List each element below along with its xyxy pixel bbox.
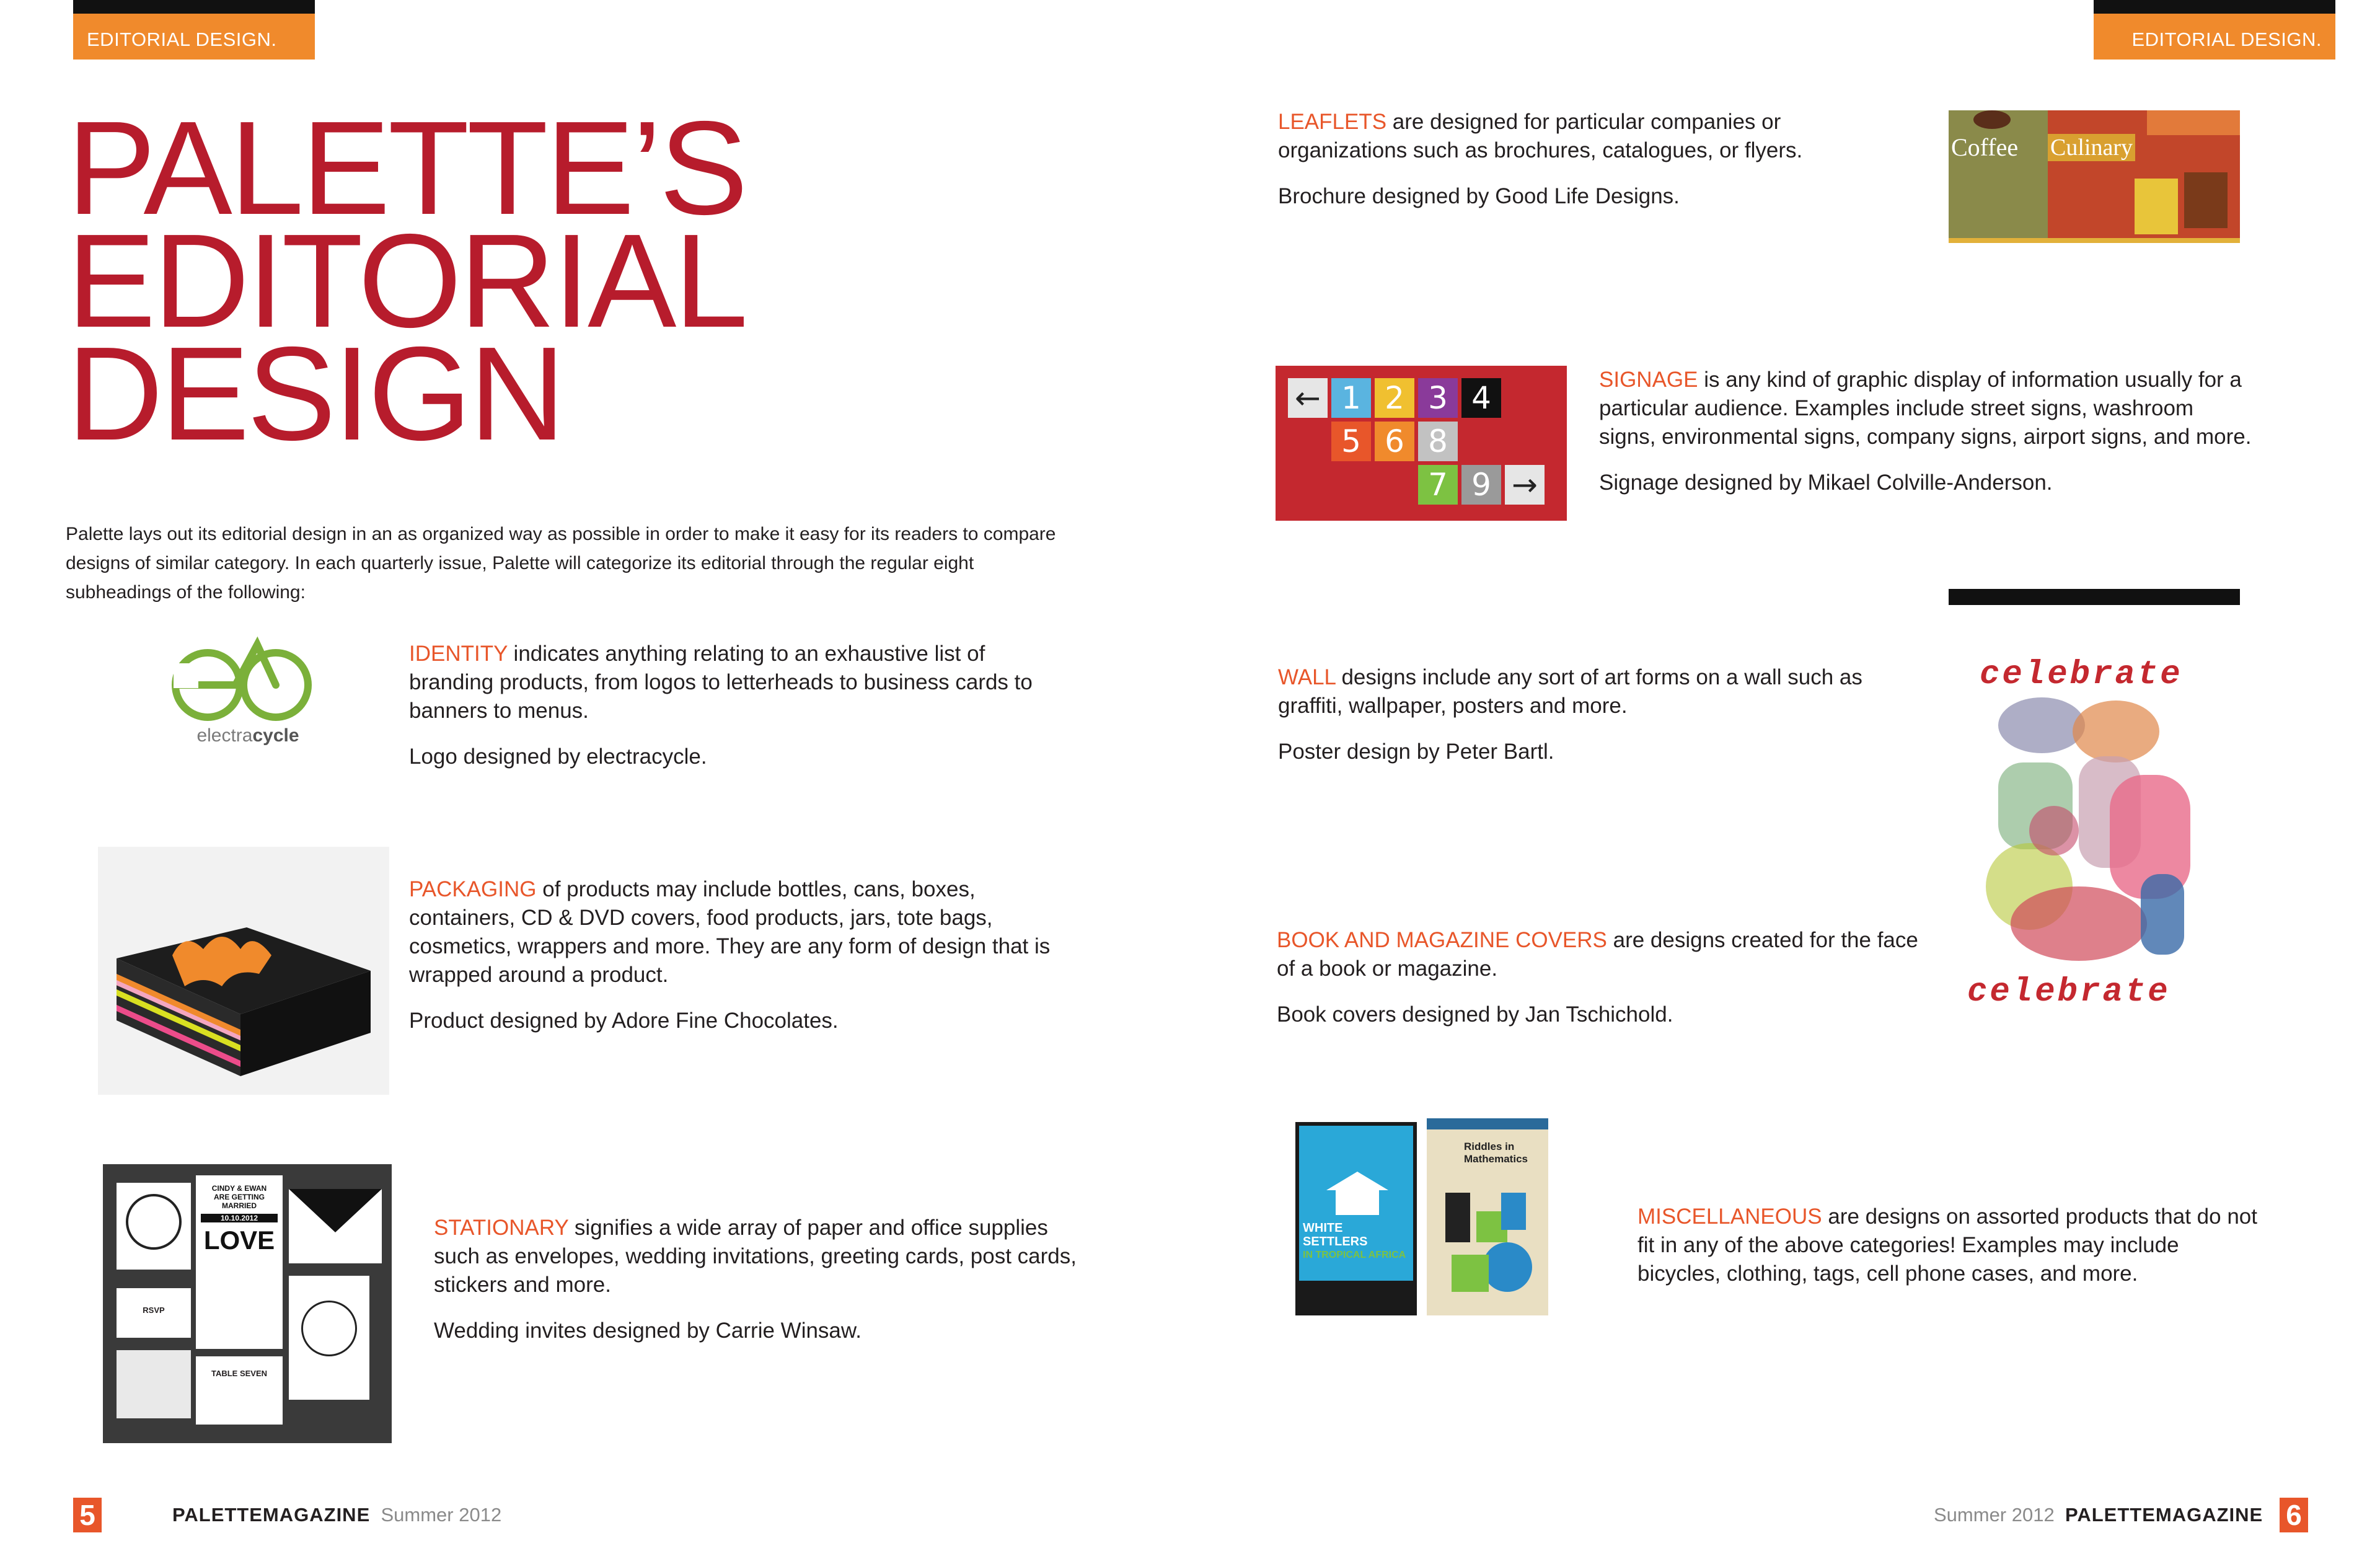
- card-love: LOVE: [203, 1226, 275, 1255]
- title-line-3: DESIGN: [67, 319, 563, 468]
- wall-text: [1278, 663, 1898, 720]
- wall-description: designs include any sort of art forms on a wall such as graffiti, wallpaper, posters and more.: [1278, 665, 1862, 718]
- brochure-right-title: Culinary: [2048, 134, 2135, 161]
- signage-tile: 8: [1418, 422, 1458, 461]
- signage-image: [1276, 366, 1567, 521]
- header-tab-right: [2094, 0, 2335, 60]
- signage-tile: 5: [1331, 422, 1371, 461]
- book-block: [1277, 926, 1934, 1029]
- book-text: [1277, 926, 1934, 983]
- packaging-block: [409, 875, 1066, 1035]
- tab-black-bar: [73, 0, 315, 14]
- footer-magazine-right: PALETTEMAGAZINE: [2065, 1504, 2263, 1526]
- misc-block: [1637, 1203, 2257, 1288]
- identity-keyword: IDENTITY: [409, 642, 508, 666]
- card-line: ARE GETTING MARRIED: [213, 1193, 265, 1210]
- signage-tile: 1: [1331, 378, 1371, 418]
- footer-left: [172, 1504, 501, 1526]
- identity-description: indicates anything relating to an exhaustive list of branding products, from logos to letterheads to business cards to banners to menus.: [409, 642, 1033, 723]
- signage-block: [1599, 366, 2256, 497]
- electracycle-logo: [149, 626, 335, 762]
- footer-magazine-left: PALETTEMAGAZINE: [172, 1504, 371, 1526]
- page-number-left: 5: [73, 1498, 102, 1532]
- footer-season-right: Summer 2012: [1934, 1504, 2055, 1526]
- poster-word-top: celebrate: [1980, 656, 2183, 694]
- signage-tile: 4: [1461, 378, 1501, 418]
- footer-season-left: Summer 2012: [381, 1504, 502, 1526]
- leaflets-description: are designed for particular companies or organizations such as brochures, catalogues, or flyers.: [1278, 110, 1803, 162]
- page-number-right: 6: [2280, 1498, 2308, 1532]
- signage-tile: 3: [1418, 378, 1458, 418]
- stationary-image: [103, 1164, 392, 1443]
- tab-black-bar: [2094, 0, 2335, 14]
- poster-word-bottom: celebrate: [1967, 973, 2171, 1011]
- card-table: TABLE SEVEN: [196, 1356, 283, 1425]
- book-covers-image: [1289, 1116, 1556, 1320]
- header-tab-left: [73, 0, 315, 60]
- packaging-credit: Product designed by Adore Fine Chocolates.: [409, 1009, 839, 1033]
- signage-tile: 9: [1461, 465, 1501, 505]
- misc-text: [1637, 1203, 2257, 1288]
- page-title: [67, 93, 749, 468]
- card-date: 10.10.2012: [201, 1214, 278, 1222]
- identity-credit: Logo designed by electracycle.: [409, 745, 707, 769]
- header-tab-left-label: EDITORIAL DESIGN.: [87, 29, 277, 50]
- title-line-1: PALETTE’S: [67, 93, 746, 242]
- packaging-text: [409, 875, 1066, 989]
- logo-text-light: electra: [196, 725, 253, 746]
- logo-text-bold: cycle: [252, 725, 299, 746]
- footer-right: [1934, 1504, 2263, 1526]
- identity-block: [409, 640, 1066, 771]
- packaging-description: of products may include bottles, cans, boxes, containers, CD & DVD covers, food products, jars, tote bags, cosmetics, wrappers and more. They are any form of design that is wrapped around a product.: [409, 877, 1051, 987]
- signage-text: [1599, 366, 2256, 451]
- stationary-credit: Wedding invites designed by Carrie Winsaw.: [434, 1319, 862, 1343]
- header-tab-right-label: EDITORIAL DESIGN.: [2131, 29, 2322, 50]
- leaflets-keyword: LEAFLETS: [1278, 110, 1387, 134]
- signage-credit: Signage designed by Mikael Colville-Anderson.: [1599, 471, 2053, 495]
- book-description: are designs created for the face of a book or magazine.: [1277, 928, 1918, 981]
- brochure-image: [1949, 110, 2240, 243]
- leaflets-credit: Brochure designed by Good Life Designs.: [1278, 184, 1680, 208]
- book1-subtitle: IN TROPICAL AFRICA: [1303, 1250, 1406, 1260]
- stationary-block: [434, 1214, 1091, 1345]
- title-line-2: EDITORIAL: [67, 206, 746, 355]
- misc-keyword: MISCELLANEOUS: [1637, 1204, 1822, 1229]
- leaflets-text: [1278, 108, 1898, 165]
- signage-tile: ←: [1288, 378, 1328, 418]
- card-names: CINDY & EWAN: [211, 1184, 267, 1193]
- poster-image: [1949, 589, 2240, 1023]
- identity-text: [409, 640, 1066, 725]
- card-rsvp: RSVP: [117, 1288, 191, 1338]
- electracycle-logo-icon: [149, 626, 335, 731]
- misc-description: are designs on assorted products that do not fit in any of the above categories! Examples may include bicycles, clothing, tags, cell phone cases, and more.: [1637, 1204, 2257, 1286]
- wall-credit: Poster design by Peter Bartl.: [1278, 740, 1554, 764]
- signage-keyword: SIGNAGE: [1599, 368, 1698, 392]
- signage-tile: →: [1505, 465, 1545, 505]
- book1-title: WHITE SETTLERS: [1303, 1221, 1368, 1248]
- signage-tile: 6: [1375, 422, 1414, 461]
- signage-tile: 2: [1375, 378, 1414, 418]
- signage-description: is any kind of graphic display of information usually for a particular audience. Examples include street signs, washroom signs, environmental signs, company signs, airport signs, and more.: [1599, 368, 2252, 449]
- stationary-keyword: STATIONARY: [434, 1216, 569, 1240]
- leaflets-block: [1278, 108, 1898, 211]
- packaging-image: [98, 847, 389, 1095]
- packaging-keyword: PACKAGING: [409, 877, 537, 901]
- book-keyword: BOOK AND MAGAZINE COVERS: [1277, 928, 1607, 952]
- book-credit: Book covers designed by Jan Tschichold.: [1277, 1002, 1673, 1027]
- wall-keyword: WALL: [1278, 665, 1336, 689]
- stationary-description: signifies a wide array of paper and office supplies such as envelopes, wedding invitations, greeting cards, post cards, stickers and more.: [434, 1216, 1077, 1297]
- intro-paragraph: Palette lays out its editorial design in an as organized way as possible in order to make it easy for its readers to compare designs of similar category. In each quarterly issue, Palette will categorize its editorial through the regular eight subheadings of the following:: [66, 524, 1056, 603]
- signage-tile: 7: [1418, 465, 1458, 505]
- wall-block: [1278, 663, 1898, 766]
- brochure-left-title: Coffee: [1951, 133, 2019, 161]
- book2-title: Riddles in Mathematics: [1464, 1141, 1528, 1165]
- stationary-text: [434, 1214, 1091, 1299]
